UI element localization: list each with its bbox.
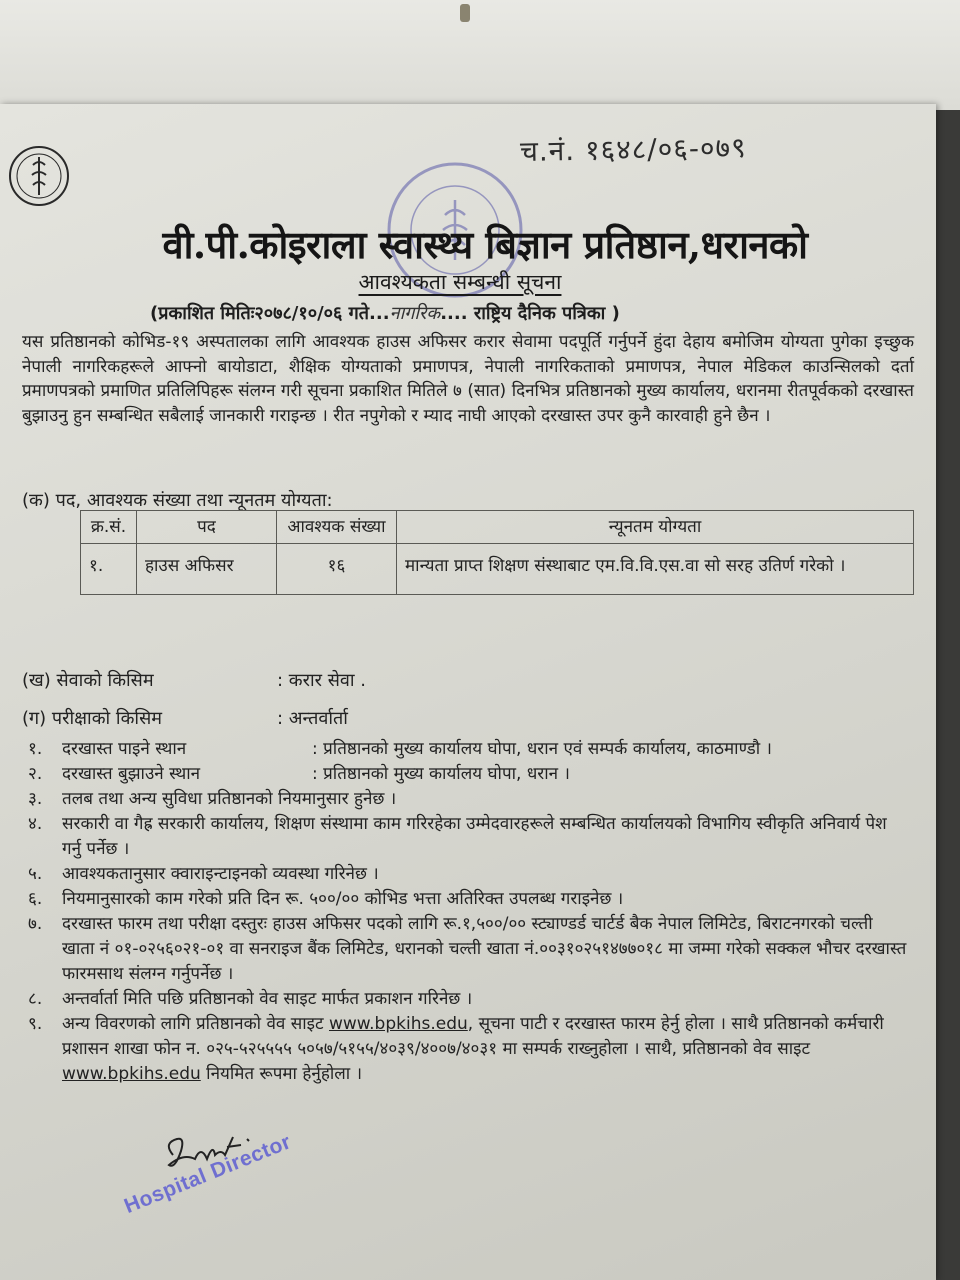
- item-number: १.: [28, 739, 43, 759]
- board-background: [0, 0, 960, 110]
- item-text: : प्रतिष्ठानको मुख्य कार्यालय घोपा, धरान एवं सम्पर्क कार्यालय, काठमाण्डौ ।: [312, 739, 772, 759]
- exam-type-label: (ग) परीक्षाको किसिम: [22, 708, 163, 729]
- item-number: ७.: [28, 914, 43, 934]
- item-text: नियमानुसारको काम गरेको प्रति दिन रू. ५००/०० कोभिड भत्ता अतिरिक्त उपलब्ध गराइनेछ ।: [62, 889, 624, 909]
- item-text: : प्रतिष्ठानको मुख्य कार्यालय घोपा, धरान ।: [312, 764, 570, 784]
- reference-number: च.नं. १६४८/०६-०७९: [519, 131, 747, 168]
- item-text: दरखास्त फारम तथा परीक्षा दस्तुरः हाउस अफिसर पदको लागि रू.१,५००/०० स्ट्याण्डर्ड चार्टर्ड बैक नेपाल लिमिटेड, बिराटनगरको चल्ती खाता नं ०१-०२५६०२१-०१ वा सनराइज बैंक लिमिटेड, धरानको चल्ती खाता नं.००३१०२५१४७७०१८ मा जम्मा गरेको सक्कल भौचर दरखास्त फारमसाथ संलग्न गर्नुपर्नेछ ।: [62, 914, 907, 984]
- header-post: पद: [137, 511, 277, 544]
- notice-subtitle: आवश्यकता सम्बन्धी सूचना: [358, 270, 562, 294]
- item-number: २.: [28, 764, 43, 784]
- publication-newspaper: नागरिक: [389, 303, 441, 324]
- pin-icon: [460, 4, 470, 22]
- list-item: [28, 787, 908, 812]
- posts-table: [80, 510, 914, 595]
- item-number: ८.: [28, 989, 43, 1009]
- exam-type-value: : अन्तर्वार्ता: [277, 708, 348, 729]
- list-item: [28, 737, 908, 762]
- item9-part2: , सूचना पाटी र दरखास्त फारम हेर्नु होला । साथै प्रतिष्ठानको कर्मचारी प्रशासन शाखा फोन न. ०२५-५२५५५५ ५०५७/५१५५/४०३९/४००७/४०३१ मा सम्पर्क राख्नुहोला । साथै, प्रतिष्ठानको वेव साइट: [62, 1014, 884, 1059]
- header-count: आवश्यक संख्या: [277, 511, 397, 544]
- publication-prefix: (प्रकाशित मितिः२०७८/१०/०६ गते...: [150, 303, 390, 324]
- item-number: ९.: [28, 1014, 43, 1034]
- list-item: [28, 887, 908, 912]
- section-k-heading: (क) पद, आवश्यक संख्या तथा न्यूनतम योग्यता:: [22, 490, 333, 511]
- item-label: दरखास्त पाइने स्थान: [62, 739, 187, 759]
- item-text: तलब तथा अन्य सुविधा प्रतिष्ठानको नियमानुसार हुनेछ ।: [62, 789, 397, 809]
- website-link-2[interactable]: www.bpkihs.edu: [62, 1064, 201, 1084]
- list-item: [28, 1012, 908, 1087]
- item-text: सरकारी वा गैह्र सरकारी कार्यालय, शिक्षण संस्थामा काम गरिरहेका उम्मेदवारहरूले सम्बन्धित कार्यालयको विभागिय स्वीकृति अनिवार्य पेश गर्नु पर्नेछ ।: [62, 814, 887, 859]
- item-label: दरखास्त बुझाउने स्थान: [62, 764, 201, 784]
- notice-title: वी.पी.कोइराला स्वास्थ्य बिज्ञान प्रतिष्ठान,धरानको: [162, 222, 808, 267]
- publication-line: [150, 301, 850, 325]
- cell-qualification: मान्यता प्राप्त शिक्षण संस्थाबाट एम.वि.वि.एस.वा सो सरह उतिर्ण गरेको ।: [397, 544, 914, 595]
- cell-count: १६: [277, 544, 397, 595]
- table-row: [81, 544, 914, 595]
- list-item: [28, 912, 908, 987]
- list-item: [28, 762, 908, 787]
- institute-logo-icon: [8, 145, 70, 207]
- item9-part3: नियमित रूपमा हेर्नुहोला ।: [200, 1064, 363, 1084]
- service-type-row: [22, 668, 366, 692]
- item-number: ३.: [28, 789, 43, 809]
- hospital-director-stamp: Hospital Director: [121, 1130, 295, 1219]
- header-serial: क्र.सं.: [81, 511, 137, 544]
- list-item: [28, 987, 908, 1012]
- item-number: ४.: [28, 814, 43, 834]
- header-qualification: न्यूनतम योग्यता: [397, 511, 914, 544]
- conditions-list: [28, 737, 908, 1087]
- item-text: आवश्यकतानुसार क्वाराइन्टाइनको व्यवस्था गरिनेछ ।: [62, 864, 379, 884]
- service-type-label: (ख) सेवाको किसिम: [22, 670, 154, 691]
- item-number: ५.: [28, 864, 43, 884]
- cell-post: हाउस अफिसर: [137, 544, 277, 595]
- website-link[interactable]: www.bpkihs.edu: [329, 1014, 468, 1034]
- intro-paragraph: यस प्रतिष्ठानको कोभिड-१९ अस्पतालका लागि आवश्यक हाउस अफिसर करार सेवामा पदपूर्ति गर्नुपर्ने हुंदा देहाय बमोजिम योग्यता पुगेका इच्छुक नेपाली नागरिकहरूले आफ्नो बायोडाटा, शैक्षिक योग्यताको प्रमाणपत्र, नेपाली नागरिकताको प्रमाणपत्र, नेपाल मेडिकल काउन्सिलको दर्ता प्रमाणपत्रको प्रमाणित प्रतिलिपिहरू संलग्न गरी सूचना प्रकाशित मितिले ७ (सात) दिनभित्र प्रतिष्ठानको मुख्य कार्यालय, धरानमा रीतपूर्वकको दरखास्त बुझाउनु हुन सम्बन्धित सबैलाई जानकारी गराइन्छ । रीत नपुगेको र म्याद नाघी आएको दरखास्त उपर कुनै कारवाही हुने छैन ।: [22, 332, 914, 426]
- exam-type-row: [22, 706, 348, 730]
- item-text: अन्तर्वार्ता मिति पछि प्रतिष्ठानको वेव साइट मार्फत प्रकाशन गरिनेछ ।: [62, 989, 473, 1009]
- service-type-value: : करार सेवा .: [277, 670, 366, 691]
- item9-part1: अन्य विवरणको लागि प्रतिष्ठानको वेव साइट: [62, 1014, 329, 1034]
- item-number: ६.: [28, 889, 43, 909]
- publication-suffix: .... राष्ट्रिय दैनिक पत्रिका ): [440, 303, 620, 324]
- cell-serial: १.: [81, 544, 137, 595]
- list-item: [28, 812, 908, 862]
- table-header-row: [81, 511, 914, 544]
- item-text: [62, 1012, 908, 1087]
- list-item: [28, 862, 908, 887]
